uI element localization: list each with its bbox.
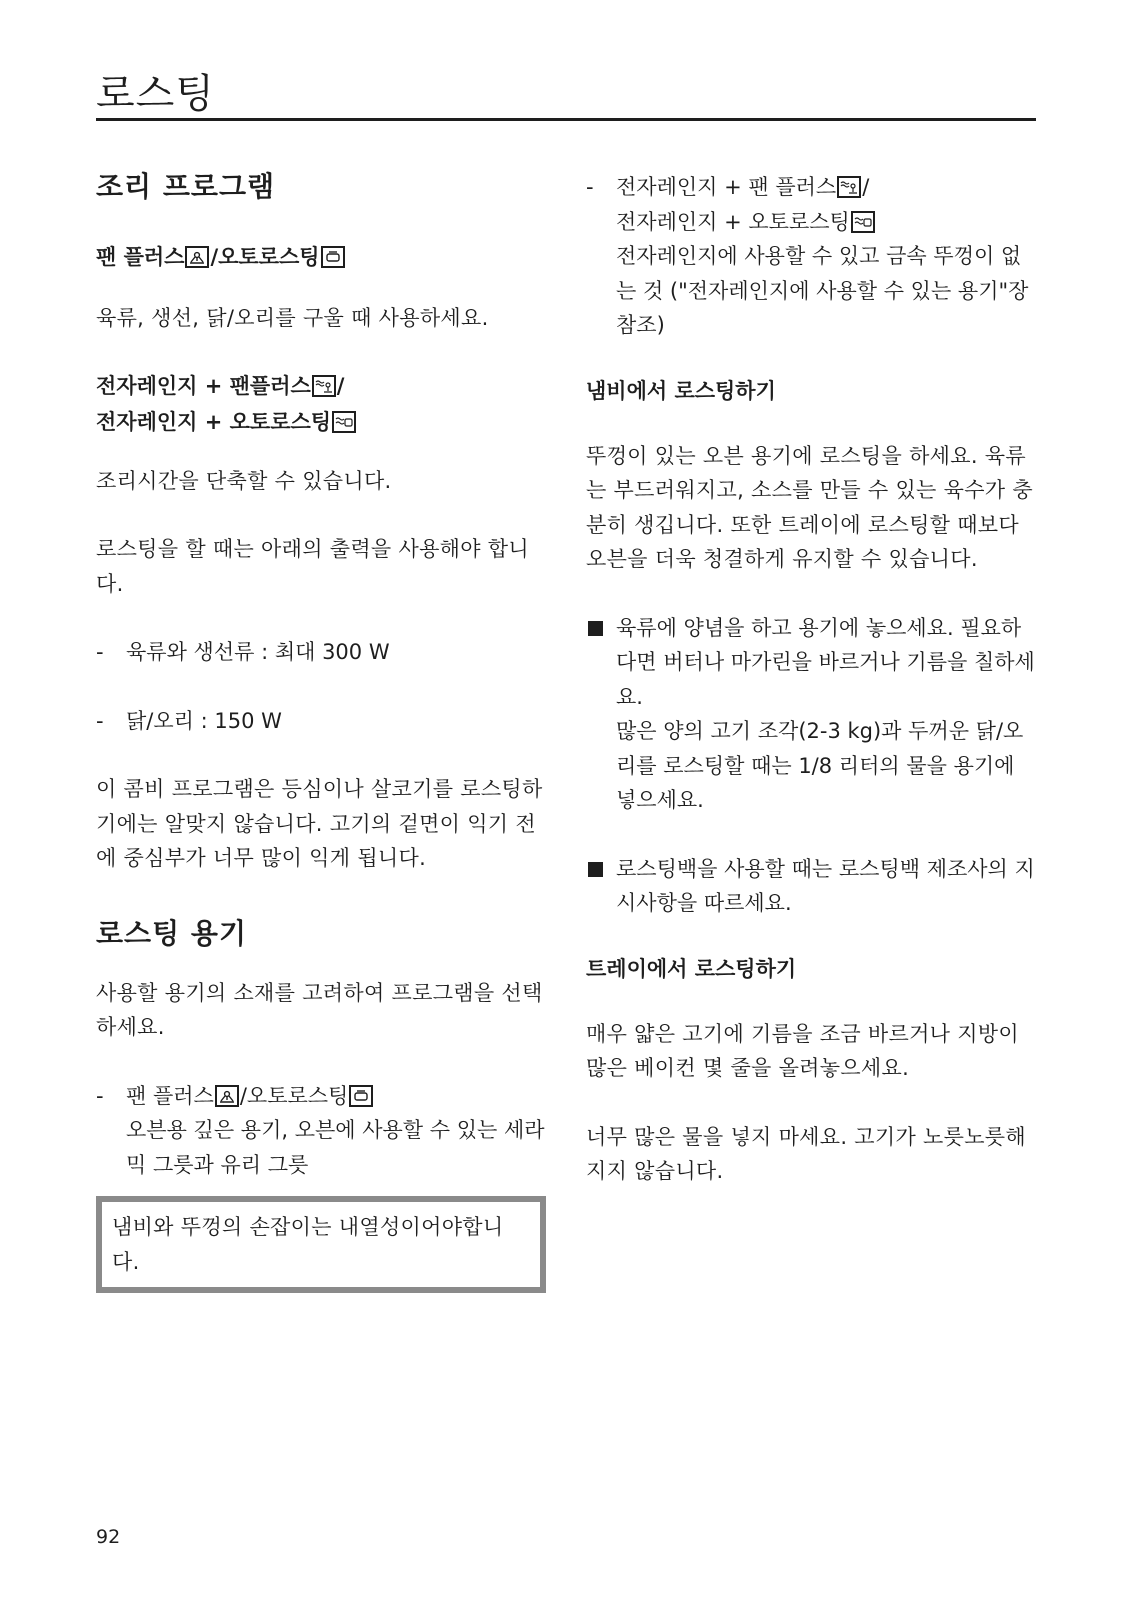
micro-fanplus-label: 전자레인지 + 팬플러스 — [96, 373, 311, 398]
fanplus-label: 팬 플러스 — [96, 245, 185, 269]
fan-vessel-text: 오븐용 깊은 용기, 오븐에 사용할 수 있는 세라믹 그릇과 유리 그릇 — [126, 1118, 545, 1177]
microwave-fan-plus-icon — [312, 375, 336, 397]
slash: / — [336, 373, 345, 398]
subheading-microwave-combos — [96, 368, 546, 440]
heading-roast-in-pot: 냄비에서 로스팅하기 — [586, 378, 776, 403]
slash: / — [210, 245, 219, 269]
list-item-meat-power: - 육류와 생선류 : 최대 300 W — [96, 635, 546, 670]
fan-plus-icon — [215, 1085, 239, 1107]
title-divider — [96, 118, 1036, 121]
bullet-item-season — [586, 611, 1036, 818]
paragraph-fanplus-use: 육류, 생선, 닭/오리를 구울 때 사용하세요. — [96, 306, 489, 330]
subheading-fanplus-autoroast — [96, 239, 546, 275]
bullet-item-roasting-bag — [586, 852, 1036, 921]
autoroast-label: 오토로스팅 — [246, 1083, 349, 1108]
bullet-water-text: 많은 양의 고기 조각(2-3 kg)과 두꺼운 닭/오리를 로스팅할 때는 1/8 리터의 물을 용기에 넣으세요. — [616, 719, 1024, 812]
note-text: 냄비와 뚜껑의 손잡이는 내열성이어야합니다. — [112, 1215, 504, 1274]
page-title: 로스팅 — [96, 71, 215, 117]
meat-power-text: 육류와 생선류 : 최대 300 W — [126, 640, 390, 664]
fan-plus-icon — [185, 246, 209, 268]
list-item-fan-vessels: - 팬 플러스 /오토로스팅 오븐용 깊은 용기, 오븐에 사용할 수 있는 세라믹 그릇과 유리 그릇 — [96, 1079, 546, 1183]
paragraph-shorten-time: 조리시간을 단축할 수 있습니다. — [96, 468, 392, 493]
paragraph-vessel-choice: 사용할 용기의 소재를 고려하여 프로그램을 선택하세요. — [96, 980, 543, 1039]
heading-roasting-vessel: 로스팅 용기 — [96, 916, 247, 950]
micro-vessel-text: 전자레인지에 사용할 수 있고 금속 뚜껑이 없는 것 ("전자레인지에 사용할 수 있는 용기"장 참조) — [616, 244, 1029, 337]
fanplus-label: 팬 플러스 — [126, 1083, 214, 1108]
note-box-handles — [96, 1196, 546, 1293]
page-number: 92 — [96, 1526, 121, 1548]
auto-roast-icon — [321, 246, 345, 268]
paragraph-roast-in-pot: 뚜껑이 있는 오븐 용기에 로스팅을 하세요. 육류는 부드러워지고, 소스를 만들 수 있는 육수가 충분히 생깁니다. 또한 트레이에 로스팅할 때보다 오븐을 더욱 청결하게 유지할 수 있습니다. — [586, 443, 1033, 571]
poultry-power-text: 닭/오리 : 150 W — [126, 708, 282, 733]
micro-autoroast-label: 전자레인지 + 오토로스팅 — [616, 209, 850, 234]
slash: / — [862, 175, 870, 199]
bullet-season-text: 육류에 양념을 하고 용기에 놓으세요. 필요하다면 버터나 마가린을 바르거나 기름을 칠하세요. — [616, 615, 1035, 709]
microwave-auto-roast-icon — [851, 211, 875, 233]
slash: / — [239, 1083, 247, 1108]
heading-cooking-programs: 조리 프로그램 — [96, 170, 276, 203]
autoroast-label: 오토로스팅 — [218, 245, 320, 269]
list-item-poultry-power: - 닭/오리 : 150 W — [96, 704, 546, 739]
paragraph-tray-fat: 매우 얇은 고기에 기름을 조금 바르거나 지방이 많은 베이컨 몇 줄을 올려놓으세요. — [586, 1021, 1019, 1080]
paragraph-tray-water: 너무 많은 물을 넣지 마세요. 고기가 노릇노릇해지지 않습니다. — [586, 1124, 1026, 1183]
bullet-square-icon — [586, 611, 616, 818]
left-column — [96, 165, 546, 1293]
microwave-auto-roast-icon — [332, 411, 356, 433]
paragraph-power-levels: 로스팅을 할 때는 아래의 출력을 사용해야 합니다. — [96, 537, 529, 596]
micro-fanplus-label: 전자레인지 + 팬 플러스 — [616, 175, 837, 199]
right-column — [586, 170, 1036, 1189]
list-item-micro-vessels: - 전자레인지 + 팬 플러스 / 전자레인지 + 오토로스팅 전자레인지에 사용할 수 있고 금속 뚜껑이 없는 것 ("전자레인지에 사용할 수 있는 용기"장 참조) — [586, 170, 1036, 343]
heading-roast-on-tray: 트레이에서 로스팅하기 — [586, 956, 797, 981]
bullet-square-icon — [586, 852, 616, 921]
auto-roast-icon — [349, 1085, 373, 1107]
micro-autoroast-label: 전자레인지 + 오토로스팅 — [96, 409, 332, 434]
paragraph-combi-warning: 이 콤비 프로그램은 등심이나 살코기를 로스팅하기에는 알맞지 않습니다. 고기의 겉면이 익기 전에 중심부가 너무 많이 익게 됩니다. — [96, 777, 543, 870]
microwave-fan-plus-icon — [837, 176, 861, 198]
bullet-bag-text: 로스팅백을 사용할 때는 로스팅백 제조사의 지시사항을 따르세요. — [616, 856, 1035, 915]
